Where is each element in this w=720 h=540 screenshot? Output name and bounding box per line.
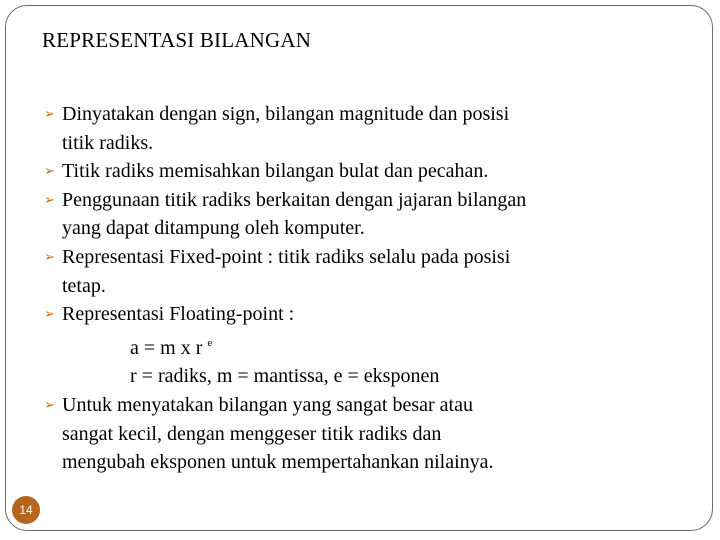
bullet-line: Representasi Floating-point : [62, 303, 295, 326]
bullet-line: sangat kecil, dengan menggeser titik radiks dan [62, 422, 442, 445]
slide-title: REPRESENTASI BILANGAN [42, 28, 312, 52]
orange-arrow-icon: ➢ [44, 106, 55, 121]
bullet-line: Titik radiks memisahkan bilangan bulat dan pecahan. [62, 160, 489, 183]
orange-arrow-icon: ➢ [44, 248, 55, 264]
page-number-badge: 14 [12, 496, 40, 524]
orange-arrow-icon: ➢ [44, 396, 55, 412]
formula-definition: r = radiks, m = mantissa, e = eksponen [130, 365, 440, 388]
bullet-line: Dinyatakan dengan sign, bilangan magnitude dan posisi [62, 103, 510, 125]
bullet-item [44, 243, 644, 300]
bullet-line: Penggunaan titik radiks berkaitan dengan jajaran bilangan [62, 188, 527, 211]
bullet-line: mengubah eksponen untuk mempertahankan nilainya. [62, 451, 494, 474]
bullet-item [44, 300, 644, 391]
bullet-line: tetap. [62, 274, 106, 297]
bullet-line: Untuk menyatakan bilangan yang sangat besar atau [62, 393, 473, 416]
bullet-item [44, 391, 644, 477]
bullet-line: Representasi Fixed-point : titik radiks selalu pada posisi [62, 245, 511, 268]
formula-exponent: e [207, 336, 213, 349]
bullet-item [44, 186, 644, 243]
slide-content [44, 100, 644, 477]
orange-arrow-icon: ➢ [44, 191, 55, 207]
bullet-item [44, 100, 644, 157]
bullet-line: yang dapat ditampung oleh komputer. [62, 217, 365, 240]
formula-base: a = m x r [130, 336, 203, 359]
orange-arrow-icon: ➢ [44, 306, 55, 322]
bullet-item [44, 157, 644, 186]
bullet-line: titik radiks. [62, 131, 154, 154]
formula-line [62, 329, 644, 363]
orange-arrow-icon: ➢ [44, 163, 55, 179]
